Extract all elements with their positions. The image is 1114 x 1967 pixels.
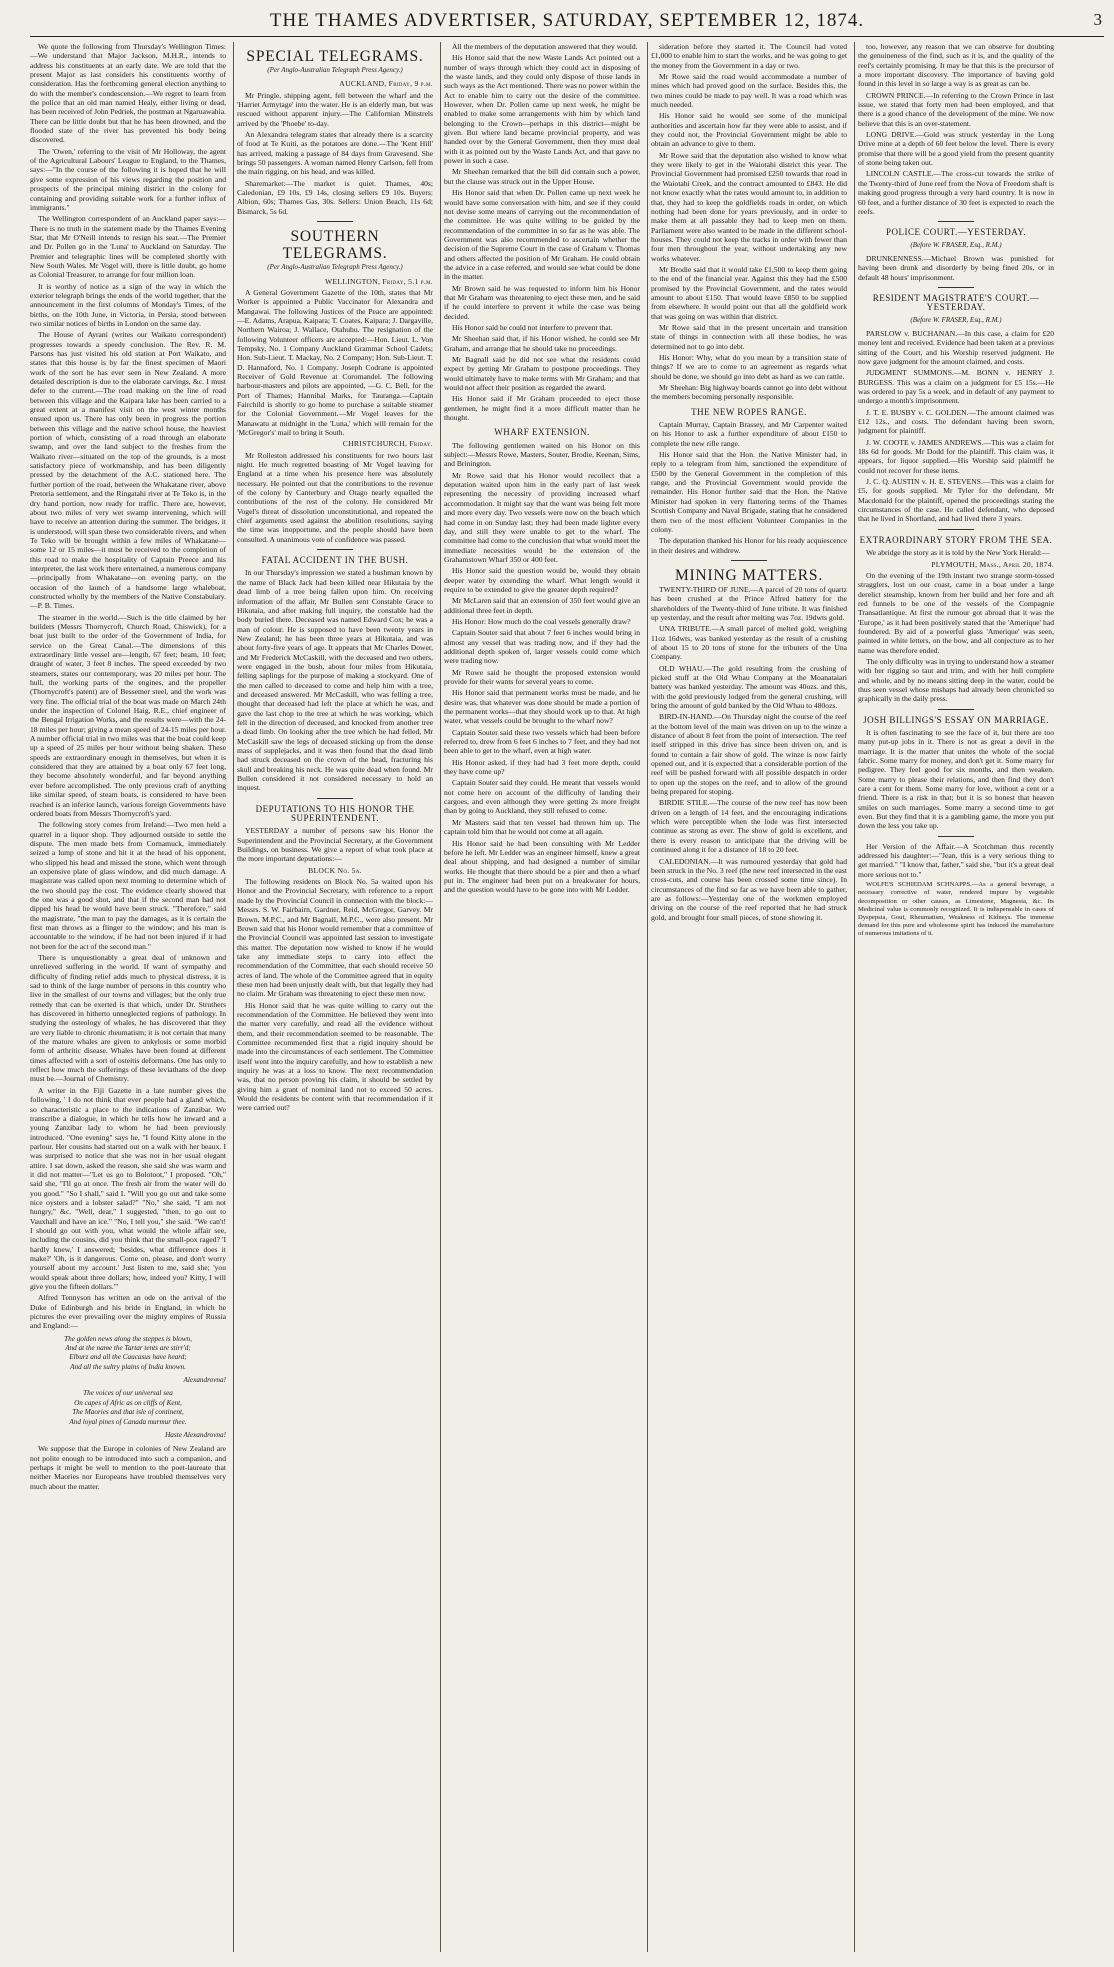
section-heading-resident-magistrate: RESIDENT MAGISTRATE'S COURT.—YESTERDAY. [872, 292, 1040, 313]
news-paragraph: A General Government Gazette of the 10th, states that Mr Worker is appointed a Public Vaccinator for Alexandra and Mangawai. The following Justices of the Peace are appointed:—E. Adams, Arapua, Kaipara; T. Coates, Kaipara; J. Dargaville, Northern Wairoa; J. Wallace, Otahuhu. The resignation of the following Volunteer officers are accepted:—Hon. Lieut. L. Von Tempsky, No. 1 Company Auckland Grammar School Cadets; Hon. Sub-Lieut. T. Mackay, No. 2 Company; Hon. Sub-Lieut. T. D. Hannaford, No. 1 Company. Joseph Codrane is appointed Receiver of Gold Revenue at Coromandel. The following harbour-masters and pilots are appointed, —G. C. Bell, for the Port of Thames; Hannibal Marks, for Tauranga.—Captain Fairchild is shortly to go home to purchase a suitable steamer for the Colonial Government.—Mr Vogel leaves for the Manawatu at midnight in the 'Luna,' which will remain for the 'McGregor's' mail to bring it South. [237, 287, 433, 437]
news-paragraph: TWENTY-THIRD OF JUNE.—A parcel of 20 tons of quartz has been crushed at the Prince Alfred battery for the shareholders of the Twenty-third of June tribute. It was finished up yesterday, and the result after melting was 7oz. 19dwts gold. [651, 584, 847, 622]
section-subheading: (Per Anglo-Australian Telegraph Press Agency.) [267, 66, 403, 74]
dateline: WELLINGTON, Friday, 5.1 p.m. [324, 276, 433, 286]
news-paragraph: It is worthy of notice as a sign of the way in which the exterior telegraph brings the ends of the world together, that the announcement in the first columns of Monday's Times, of the births, on the 10th June, in Victoria, in Persia, stood between two similar notices of births in London on the same day. [30, 281, 226, 328]
news-paragraph: There is unquestionably a great deal of unknown and unrelieved suffering in the world. If want of sympathy and difficulty of finding relief adds much to physical distress, it is sad to think of the large number of persons in this country who live in the smallest of our towns and villages; but the only true remedy that can be exerted is that which, under Dr. Struthers has discovered in hitherto unneglected regions of pathology. In studying the osteology of whales, he has discovered that they are very liable to chronic rheumatism; it is not certain that many of the mature whales are given to ankylosis or some morbid form of arthritic disease. Whales have been found at different times affected with a sort of osteitis deformans. One has only to reflect how much the sufferings of these leviathans of the deep must be.—Journal of Chemistry. [30, 953, 226, 1084]
news-paragraph: We abridge the story as it is told by the New York Herald:— [866, 548, 1050, 558]
news-paragraph: J. T. E. BUSBY v. C. GOLDEN.—The amount claimed was £12 12s., and costs. The defendant having been sworn, judgment for plaintiff. [858, 407, 1054, 436]
news-paragraph: sideration before they started it. The Council had voted £1,000 to enable him to start the works, and he was going to get the money from the Government in a day or two. [651, 42, 847, 70]
divider [317, 221, 353, 222]
poem-stanza: The golden news along the steppes is blown, And at the name the Tartar tents are stirr'd; Elburz and all the Caucasus have heard; And all the sultry plains of India known. [64, 1334, 192, 1371]
news-paragraph: Mr Pringle, shipping agent, fell between the wharf and the 'Harriet Armytage' into the water. He is an elderly man, but was rescued without apparent injury.—The Californian Minstrels arrived by the 'Phoebe' to-day. [237, 90, 433, 128]
news-paragraph: Captain Souter said these two vessels which had been before referred to, drew from 6 feet 6 inches to 7 feet, and they had not been able to get to the wharf, even at high water. [444, 727, 640, 756]
news-paragraph: Mr Sheehan: Big highway boards cannot go into debt without the members becoming personally responsible. [651, 383, 847, 402]
news-paragraph: too, however, any reason that we can observe for doubting the genuineness of the find, such as it is, and the quality of the reef's certainly promising. It may be that this is the precursor of a more important discovery. The importance of having gold found in this level in so large a way is as great as can be. [858, 42, 1054, 89]
column-rule [854, 42, 855, 1952]
news-paragraph: Mr Rowe said that in the present uncertain and transition state of things in connection with all these bodies, he was determined not to go into debt. [651, 322, 847, 351]
section-heading-fatal-accident: FATAL ACCIDENT IN THE BUSH. [261, 555, 409, 566]
column-2 [237, 42, 433, 1958]
news-paragraph: The deputation thanked his Honor for his ready acquiescence in their desires and withdrew. [651, 536, 847, 555]
news-paragraph: Captain Souter said they could. He meant that vessels would not come here on account of the difficulty of landing their cargoes, and even although they were getting 2s more freight than by going to Auckland, they still refused to come. [444, 778, 640, 816]
column-3 [444, 42, 640, 1958]
news-paragraph: Mr Rowe said that the deputation also wished to know what they were likely to get in the Waiotahi district this year. The Provincial Government had promised £250 towards that road in the Waiotahi Creek, and the contract amounted to £843. He did not know exactly what the rates would amount to, in addition to that, they had to keep the goldfields roads in order, on which nothing had been done for years previously, and in order to make them at all passable they had to keep men on them. Parliament were also wanted to be made in the different school-houses. They could not keep the tracks in order with fewer than four men throughout the year, without undertaking any new works whatever. [651, 150, 847, 263]
news-paragraph: J. W. COOTE v. JAMES ANDREWS.—This was a claim for 18s 6d for goods. Mr Dodd for the plaintiff. This claim was, it appears, for liquor supplied.—His Worship said plaintiff he could not recover for these items. [858, 437, 1054, 475]
news-paragraph: Mr Brodie said that it would take £1,500 to keep them going to the end of the financial year. Against this they had the £500 promised by the Provincial Government, and the rates would amount to about £150. That would leave £850 to be supplied from elsewhere. It would point out that all the goldfield work that was going on was within that district. [651, 264, 847, 321]
news-paragraph: Mr Sheehan said that, if his Honor wished, he could see Mr Graham, and arrange that he should take no proceedings. [444, 334, 640, 353]
news-paragraph: We quote the following from Thursday's Wellington Times:—We understand that Major Jackson, M.H.R., intends to address his constituents at an early date. We are told that the present Major as last considers his constituents worthy of consideration. Has the forthcoming general election anything to do with the member's condescension.—We regret to learn from the police that an old man named Healy, either living or dead, has been received of John Pedriek, the postman at Ngaruawahia. There can be little doubt but that he has been drowned, and the flooded state of the river has prevented his body being discovered. [30, 42, 226, 145]
news-paragraph: The 'Owen,' referring to the visit of Mr Holloway, the agent of the Agricultural Labours' League to England, to the Thames, says:—"In the course of the following it is hoped that he will give some expression of his views regarding the position and prospects of the principal mining district in the colony for containing and providing suitable work for a further influx of immigrants." [30, 146, 226, 212]
news-paragraph: Mr Rowe said he thought the proposed extension would provide for their wants for several years to come. [444, 667, 640, 686]
divider [938, 221, 974, 222]
news-paragraph: UNA TRIBUTE.—A small parcel of melted gold, weighing 11oz 16dwts, was banked yesterday as the result of a crushing of about 15 to 20 tons of stone for the tributers of the Una Company. [651, 624, 847, 662]
news-paragraph: J. C. Q. AUSTIN v. H. E. STEVENS.—This was a claim for £5, for goods supplied. Mr Tyler for the defendant, Mr Macdonald for the plaintiff, opened the proceedings stating the circumstances of the case. He called defendant, who deposed that he lived in Shortland, and had lived there 3 years. [858, 477, 1054, 524]
news-paragraph: Mr Masters said that ten vessel had thrown him up. The captain told him that he would not come at all again. [444, 817, 640, 837]
news-paragraph: His Honor said that the Hon. the Native Minister had, in reply to a telegram from him, sanctioned the expenditure of £500 by the General Government in the completion of this range, and the Provincial Government would provide the remainder. His Honor further said that the Hon. the Native Minister had spoken in very flattering terms of the Thames Scottish Company and Naval Brigade, stating that he considered them two of the most efficient Volunteer Companies in the colony. [651, 450, 847, 534]
section-subheading: (Before W. FRASER, Esq., R.M.) [910, 315, 1002, 324]
news-paragraph: The House of Ayrani (writes our Waikato correspondent) progresses towards a speedy conclusion. The Rev. R. M. Parsons has just visited his old station at Port Waikato, and states that this house is by far the finest specimen of Maori work of the sort he has ever seen in New Zealand. A more detailed description is due to the elaborate carvings, &c. I must defer to the current.—The road making on the line of road between this village and the Kaipara lake has been carried to a great extent at a manifest visit on the west winter months ensued upon us. There has only been in progress the portion between this village and the native school house, the heaviest portion of which, consisting of a road through an elaborate swamp, and over the land subject to the freshes from the Waikato river—situated on the top of the grounds, is a most satisfactory piece of workmanship, and has been diligently pressed by the detachment of the A.C. stationed here. The further portion of the road, between the Whakatane river, above Pretoria settlement, and the Ringatahi river at Te Teko is, in the dry hand portion, now ready for traffic. There are, however, about two miles of very wet swamp intervening, which will have to receive an attention during the summer. The bridges, it is understood, will span these two considerable rivers, and when Te Teko will be brought within a few miles of Whakatane—some 12 or 15 miles—it must be received to the completion of this road to make the hospitality of Captain Preece and his interpreter, the last work there entertained, a numerous company—principally from Whakatane—on evening party, on the occasion of the launch of a handsome large whaleboat, constructed wholly by the members of the Native Constabulary.—P. B. Times. [30, 330, 226, 611]
section-heading-extraordinary-story: EXTRAORDINARY STORY FROM THE SEA. [859, 534, 1053, 545]
news-paragraph: His Honor: Why, what do you mean by a transition state of things? If we are to come to an agreement as regards what should be done, we should go into debt as hard as we can rattle. [651, 353, 847, 381]
divider [938, 836, 974, 837]
news-paragraph: The following story comes from Ireland:—Two men held a quarrel in a liquor shop. They adjourned outside to settle the dispute. The men made bets from Cornamuck, immediately seized a lump of stone and hit it at the head of his opponent, who slipped his head and missed the stone, which went through an expensive plate of glass window, and did much damage. A magistrate was called upon next morning to determine which of the two should pay the cost. The evidence clearly showed that the one was a good shot, and that if the second man had not dipped his head he would have been struck. "Therefore," said the magistrate, "the man to pay the damages, as it is certain the first man throws as a flinger to the window; and his man is accountable to the window, if he had not been injured if it had not been for the act of the second man." [30, 820, 226, 951]
dateline: PLYMOUTH, Mass., April 20, 1874. [931, 559, 1054, 569]
news-paragraph: His Honor said that he was quite willing to carry out the recommendation of the Committee. He believed they went into the matter very carefully, and read all the evidence without them, and their recommendation seemed to be reasonable. The Committee recommended first that a rigid inquiry should be made into the circumstances of each settlement. The Committee itself went into the inquiry carefully, and how to establish a new inquiry he was at a loss to know. The next recommendation was, that no person proving his claim, it should be settled by giving him a grant of nominal land not to exceed 50 acres. Would the residents be content with that recommendation if it were carried out? [237, 1000, 433, 1113]
divider [731, 560, 767, 561]
section-heading-wharf-extension: WHARF EXTENSION. [494, 427, 590, 438]
news-paragraph: An Alexandra telegram states that already there is a scarcity of food at Te Kuiti, as the potatoes are done.—The 'Kent Hill' has arrived, making a passage of 84 days from Gravesend. She brings 50 passengers. A woman named Henry Carlson, fell from the main rigging, on his head, and was killed. [237, 130, 433, 177]
news-paragraph: PARSLOW v. BUCHANAN.—In this case, a claim for £20 money lent and received. Evidence had been taken at a previous sitting of the Court, and his Worship reserved judgment. He now gave judgment for the amount claimed, and costs. [858, 328, 1054, 366]
dateline: AUCKLAND, Friday, 9 p.m. [339, 79, 433, 89]
news-paragraph: We suppose that the Europe in colonies of New Zealand are not polite enough to be introduced into such a companion, and perhaps it might be well to mention to the poet-laureate that neither Maories nor Europeans have troubled themselves very much about the matter. [30, 1444, 226, 1491]
section-subheading: (Per Anglo-Australian Telegraph Press Agency.) [267, 263, 403, 272]
news-paragraph: His Honor asked, if they had had 3 feet more depth, could they have come up? [444, 757, 640, 777]
newspaper-title: THE THAMES ADVERTISER, SATURDAY, SEPTEMBER 12, 1874. [269, 10, 865, 31]
section-heading-new-ropes-range: THE NEW ROPES RANGE. [691, 406, 807, 417]
section-subheading: (Before W. FRASER, Esq., R.M.) [910, 240, 1002, 249]
news-paragraph: Mr Rowe said that his Honor would recollect that a deputation waited upon him in the early part of last week representing the necessity of providing increased wharf accommodation. It might say that the want was being felt more and more every day. Two vessels were now on the beach which had come in on Sunday last; they had been made lighter every day, and still they were unable to get to the wharf. The committee had come to the conclusion that what would meet the immediate necessities would be the extension of the Grahamstown Wharf 350 or 400 feet. [444, 470, 640, 564]
divider [317, 798, 353, 799]
poem-refrain: Haste Alexandrovna! [165, 1430, 226, 1439]
news-paragraph: Captain Murray, Captain Brassey, and Mr Carpenter waited on his Honor to ask a further expenditure of about £150 to complete the new rifle range. [651, 420, 847, 448]
news-paragraph: His Honor: How much do the coal vessels generally draw? [452, 616, 631, 626]
news-paragraph: The steamer in the world.—Such is the title claimed by her builders (Messrs Thornycroft, Church Road, Chiswick), for a boat just built to the order of the Government of India, for service on the Great Canal.—The dimensions of this extraordinary little vessel are—length, 67 feet; beam, 10 feet; draught of water, 3 feet 8 inches. The speed exceeded by two steamers, states our contemporary, was 20 miles per hour. The hull, the working parts of the engines, and the propeller (Thornycroft's patent) are of Bessemer steel, and the work was very fine. The official trial of the boat was made on March 24th under the inspection of Colonel Haig, R.E., chief engineer of the Bengal Irrigation Works, and the results were—with the 24-18 miles per hour; giving a mean speed of 24-15 miles per hour. A number official trial in two miles was that the boat could keep up a speed of 25 miles per hour without being shaken. These speeds are extraordinary enough in themselves, but when it is considered that they are attained by a boat only 67 feet long, they become absolutely wonderful, and far beyond anything ever before accomplished. The only previous craft of anything like similar speed, of steam boats, is considered to have been reached is an inferior launch, various foreign Governments have ordered boats from Messrs Thornycroft's yard. [30, 612, 226, 818]
poem-stanza: The voices of our universal sea On capes of Afric as on cliffs of Kent, The Maories and that isle of continent, And loyal pines of Canada murmur thee. [69, 1389, 187, 1426]
news-paragraph: Her Version of the Affair.—A Scotchman thus recently addressed his daughter:—"Jean, this is a very serious thing to get married." "I know that, father," said she, "but it's a great deal more serious not to." [858, 841, 1054, 879]
news-paragraph: Sharemarket:—The market is quiet. Thames, 40s; Caledonian, £9 10s, £9 14s, closing sellers £9 10s. Buyers: Albion, 60s; Thames Gas, 30s. Sellers: Union Beach, 11s 6d; Bismarck, 5s 6d. [237, 178, 433, 216]
column-rule [233, 42, 234, 1952]
news-paragraph: Mr Sheehan remarked that the bill did contain such a power, but the clause was struck out in the Upper House. [444, 167, 640, 186]
news-paragraph: LINCOLN CASTLE.—The cross-cut towards the strike of the Twenty-third of June reef from the Nova of Freedom shaft is making good progress through a very hard country. It is now in 60 feet, and a further distance of 30 feet is expected to reach the reefs. [858, 169, 1054, 216]
news-paragraph: The Wellington correspondent of an Auckland paper says:—There is no truth in the statement made by the Thames Evening Star, that Mr O'Neill intends to resign his seat.—The Premier and Dr. Pollen go in the 'Luna' to Auckland on Saturday. The Premier and telegraphic lines will be completed shortly with New South Wales. Mr Vogel will, there is little doubt, go home as Colonial Treasurer, to arrange for four million loan. [30, 214, 226, 280]
page-number: 3 [1093, 10, 1102, 29]
news-paragraph: Alfred Tennyson has written an ode on the arrival of the Duke of Edinburgh and his bride in England, in which he pictures the ever prevailing over the mighty empires of Russia and England:— [30, 1293, 226, 1331]
divider [938, 529, 974, 530]
column-5 [858, 42, 1054, 1958]
news-paragraph: The following residents on Block No. 5a waited upon his Honor and the Provincial Secretary, with reference to a report made by the Provincial Council in connection with the block:—Messrs. S. W. Fairbairn, Gardner, Reid, McGregor, Garvey. Mr Brown, M.P.C., and Mr Bagnall, M.P.C., were also present. Mr Brown said that his Honor would remember that a committee of the Provincial Council was appointed last session to investigate this matter. The deputation now wished to know if he would take any immediate steps to carry into effect the recommendation of the Committee, that each should receive 50 acres of land. The whole of the Committee agreed that in equity these men had been unjustly dealt with, but that legally they had no claim. Mr Graham was threatening to eject these men now. [237, 877, 433, 999]
news-paragraph: CALEDONIAN.—It was rumoured yesterday that gold had been struck in the No. 3 reef (the new reef intersected in the east cross-cuts, and course has been crossed some time since). In circumstances of the find so far as we have been able to gather, are as follows:—Yesterday one of the workmen employed driving on the course of the reef reported that he had struck gold, and brought four small pieces, of stone showing it. [651, 856, 847, 922]
news-paragraph: Mr Rowe said the road would accommodate a number of mines which had proved good on the surface. Besides this, the two mines could be made to pay well. It was a road which was much needed. [651, 72, 847, 110]
news-paragraph: The only difficulty was in trying to understand how a steamer with her rigging so taut and trim, and with her hull complete and whole, and by no means sitting deep in the water, could be thus seen vessel whose mishaps had already been chronicled so graphically in the daily press. [858, 656, 1054, 704]
column-1 [30, 42, 226, 1958]
news-paragraph: His Honor said he had been consulting with Mr Ledder before he left. Mr Ledder was an engineer himself, knew a great deal about shipping, and had designed a number of similar works. He thought that there should be a pier and then a wharf put in. The engineer had been put on a breakwater for hours, and the question would have to be gone into with Mr Ledder. [444, 838, 640, 895]
section-heading-deputations: DEPUTATIONS TO HIS HONOR THE SUPERINTENDENT. [255, 803, 415, 824]
news-paragraph: On the evening of the 19th instant two strange storm-tossed stragglers, lost on our coast, came in a boat under a large derelict steamship, known from her build and her fore and aft red funnels to be one of the vessels of the Compagnie Transatlantique. At first the rumour got abroad that it was the 'Europe,' as it had been positively stated that the 'Amerique' had foundered. By aid of a powerful glass 'Amerique' was seen, painted in white letters, on the bow, and all conjecture as to her name was therefore ended. [858, 570, 1054, 655]
section-heading-special-telegrams: SPECIAL TELEGRAMS. [246, 48, 424, 65]
divider [938, 709, 974, 710]
news-paragraph: His Honor said that permanent works must be made, and he desire was, that whatever was done should be made a portion of the permanent works—that they should work up to that. At high water, what vessels could be brought to the wharf now? [444, 688, 640, 726]
divider [317, 549, 353, 550]
news-paragraph: Mr McLaren said that an extension of 350 feet would give an additional three feet in depth. [444, 596, 640, 615]
news-paragraph: Mr Bagnall said he did not see what the residents could expect by getting Mr Graham to postpone proceedings. They would ultimately have to make terms with Mr Graham; and that would not affect their position as regarded the award. [444, 355, 640, 393]
news-paragraph: The following gentlemen waited on his Honor on this subject:—Messrs Rowe, Masters, Souter, Brodie, Keenan, Sims, and Brinington. [444, 440, 640, 469]
news-paragraph: Captain Souter said that about 7 feet 6 inches would bring in almost any vessel that was trading now, and if they had the additional depth spoken of, larger vessels could come which were trading now. [444, 628, 640, 666]
section-heading-southern-telegrams: SOUTHERN TELEGRAMS. [282, 228, 388, 263]
news-paragraph: His Honor said that the new Waste Lands Act pointed out a number of ways through which they could act in disposing of the waste lands, and they could only dispose of those lands in such ways as the Act mentioned. There was no power within the Act to enable him to carry out the desire of the committee. However, when Dr. Pollen came up next week, he might be enabled to make some arrangements with him by which land belonging to the Crown—perhaps in this district—might be given. But where land became provincial property, and was handed over by the General Government, then they must deal with it as pointed out by the Waste Lands Act, and that gave no power in such a case. [444, 53, 640, 166]
news-paragraph: All the members of the deputation answered that they would. [452, 42, 638, 51]
news-paragraph: In our Thursday's impression we stated a bushman known by the name of Black Jack had been killed near Hikutaia by the dead limb of a tree being fallen upon him. On receiving information of the affair, Mr Bullen sent Constable Grace to Hikutaia, and after making full inquiry, the constable had the body buried there. Deceased was named Edward Cox; he was a man of colour. He is supposed to have been twenty years in New Zealand; he has been three years at Hikutaia, and was about forty-five years of age. It appears that Mr Charles Dower, and Mr Frederick McCaskill, with the deceased and two others, were engaged in the bush, about four miles from Hikutaia, felling saplings for the purpose of making a stockyard. One of the men called to deceased to come and help him with a tree, and deceased answered. Mr McCaskill, who was felling a tree, thought that deceased had left the place at which he was, and gave the last chop to the tree at which he was working, which fell in the direction of deceased, and knocked from another tree a dead limb. On looking after the tree which he had felled, Mr McCaskill saw the legs of deceased sticking up from the dense mass of supplejacks, and it was then found that the dead limb had struck deceased on the crown of the head, fracturing his skull and breaking his neck. He was quite dead when found. Mr Bullen considered it not considered necessary to hold an inquest. [237, 568, 433, 793]
news-paragraph: Mr Brown said he was requested to inform him his Honor that Mr Graham was threatening to eject these men, and he said if he could interfere to prevent it while the case was being decided. [444, 283, 640, 321]
masthead [30, 6, 1104, 37]
news-paragraph: Mr Rolleston addressed his constituents for two hours last night. He much regretted boasting of Mr Vogel leaving for England at a time when his presence here was absolutely necessary. He pointed out that the contributions to the revenue of the colony by Canterbury and Otago nearly equalled the contributions of the rest of the colony. He considered Mr Vogel's threat of dissolution unconstitutional, and repeated the chief arguments used against the abolition resolutions, saying the time was inopportune, and the people should have been consulted. A unanimous vote of confidence was passed. [237, 450, 433, 544]
news-paragraph: His Honor said that when Dr. Pollen came up next week he would have some conversation with him, and see if they could not devise some means of carrying out the recommendation of the committee. He was quite willing to be guided by the recommendation of the committee in so far as he was able. The Government was also recommended to ascertain whether the decision of the Supreme Court in the case of Graham v. Thomas and others affected the position of Mr Graham. He could obtain the advice in a case referred, and would see what could be done in the matter. [444, 188, 640, 282]
poem-refrain: Alexandrovna! [183, 1376, 226, 1385]
news-paragraph: LONG DRIVE.—Gold was struck yesterday in the Long Drive mine at a depth of 60 feet below the level. There is every promise that there will be a good yield from the present quantity of stone being taken out. [858, 130, 1054, 168]
news-paragraph: His Honor said he could not interfere to prevent that. [452, 322, 613, 332]
dateline: CHRISTCHURCH, Friday. [342, 439, 433, 449]
section-heading-police-court: POLICE COURT.—YESTERDAY. [885, 227, 1027, 238]
column-4 [651, 42, 847, 1958]
column-rule [440, 42, 441, 1952]
news-paragraph: DRUNKENNESS.—Michael Brown was punished for having been drunk and disorderly by being fined 20s, or in default 48 hours' imprisonment. [858, 253, 1054, 282]
divider [938, 287, 974, 288]
section-heading-mining-matters: MINING MATTERS. [674, 566, 824, 584]
news-paragraph: OLD WHAU.—The gold resulting from the crushing of picked stuff at the Old Whau Company at the Moanataiari battery was banked yesterday. The amount was 40ozs. and this, with the gold previously lodged from the general crushing, will bring the amount of gold banked by the Old Whau to 480ozs. [651, 663, 847, 710]
news-paragraph: It is often fascinating to see the face of it, but there are too many put-up jobs in it. There is not as great a devil in the marriage. It is the matter that unites the whole of the social fabric. Some marry for money, and don't get it. Some marry for pedigree. They feel good for six months, and then weaken. Some marry to please their relations, and then find they don't care a cent for them. Some marry for love, without a cent or a friend. There is a risk in that; but it is so honest that heaven smiles on such marriages. Some marry a second time to get even. But they find that it is a gambling game, the more you put down the less you take up. [858, 728, 1054, 831]
news-paragraph: JUDGMENT SUMMONS.—M. BONN v. HENRY J. BURGESS. This was a claim on a judgment for £5 15s.—He was ordered to pay 5s a week, and in default of any payment to undergo a month's imprisonment. [858, 368, 1054, 406]
news-paragraph: A writer in the Fiji Gazette in a late number gives the following, ' I do not think that ever people had a gland which, so characteristic a place to the indications of Zanzibar. We transcribe a dialogue, in which he tells how he inward and a young Zanzibar lady to whom he had been previously introduced. "One evening" says he, "I found Kitty alone in the parlour. Her cousins had started out on a walk with her beaux. I was surprised to notice that she was not in her usual elegant attire. I sat down, asked the reason, she said she was warm and it did not matter—"Let us go to Bolotoot," I proposed. "Oh," said she, "I'll go at once. The fresh air from the water will do you good." "So I shall," said I. "Will you go out and take some nice oysters and a lobster salad?" "No," she said, "I am not hungry," &c. "Well, dear," I suggested, "then, to go out to Vauxhall and have an ice." "No, I tell you," she said. "We can't! I should go out with you, what would the whole affair see, including the cousins, did you think that the small-pox raged? 'I hardly knew,' I answered; 'besides, what difference does it make?' 'Oh, is it dangerous. Come on, please, and don't worry yourself about my account.' Just listen to me, said she; 'you would speak about three dollars; how, indeed you? Kitty, I will give you the fifteen dollars.'" [30, 1085, 226, 1292]
news-paragraph: YESTERDAY a number of persons saw his Honor the Superintendent and the Provincial Secretary, at the Government Buildings, on business. We give a report of what took place at the more important deputations:— [237, 826, 433, 864]
advertisement: WOLFE'S SCHIEDAM SCHNAPPS.—As a general beverage, a necessary corrective of water, rendered impure by vegetable decomposition or other causes, as Limestone, Magnesia, &c. Its Medicinal value is commonly recognized. It is indispensable in cases of Dyspepsia, Gout, Rheumatism, Weakness of Kidneys. The immense demand for this pure and wholesome spirit has induced the manufacture of numerous imitations of it. [858, 881, 1054, 938]
news-paragraph: CROWN PRINCE.—In referring to the Crown Prince in last issue, we stated that forty men had been employed, and that there is a good chance of the development of the mine. We now believe that this is an over-statement. [858, 90, 1054, 128]
news-paragraph: BIRD-IN-HAND.—On Thursday night the course of the reef at the bottom level of the main was driven on up to the winze a distance of about 8 feet from the point of intersection. The reef itself stripped in this drive has since been driven on, and is found to contain a fair show of gold. The winze is now fairly opened out, and it is expected that a considerable portion of the reef will be pushed forward with all possible despatch in order to open up the stopes on the reef, and to allow of the ground being prepared for stoping. [651, 712, 847, 797]
column-rule [647, 42, 648, 1952]
subsection-label: BLOCK No. 5a. [308, 865, 362, 875]
news-paragraph: His Honor said if Mr Graham proceeded to eject those gentlemen, he might find it a more difficult matter than he thought. [444, 394, 640, 423]
news-paragraph: BIRDIE STILE.—The course of the new reef has now been driven on a length of 14 feet, and the encouraging indications which were perceptible when the lode was first intersected continue as strong as ever. The show of gold is excellent, and there is every reason to anticipate that the driving will be continued along it for a distance of 18 to 20 feet. [651, 798, 847, 855]
section-heading-josh-billings: JOSH BILLINGS'S ESSAY ON MARRIAGE. [863, 714, 1049, 725]
news-paragraph: His Honor said the question would be, would they obtain deeper water by extending the wharf. What length would it require to be extended to give the greater depth required? [444, 566, 640, 594]
news-paragraph: His Honor said he would see some of the municipal authorities and ascertain how far they were able to assist, and if they could not, the Provincial Government might be able to obtain an advance to give to them. [651, 111, 847, 149]
